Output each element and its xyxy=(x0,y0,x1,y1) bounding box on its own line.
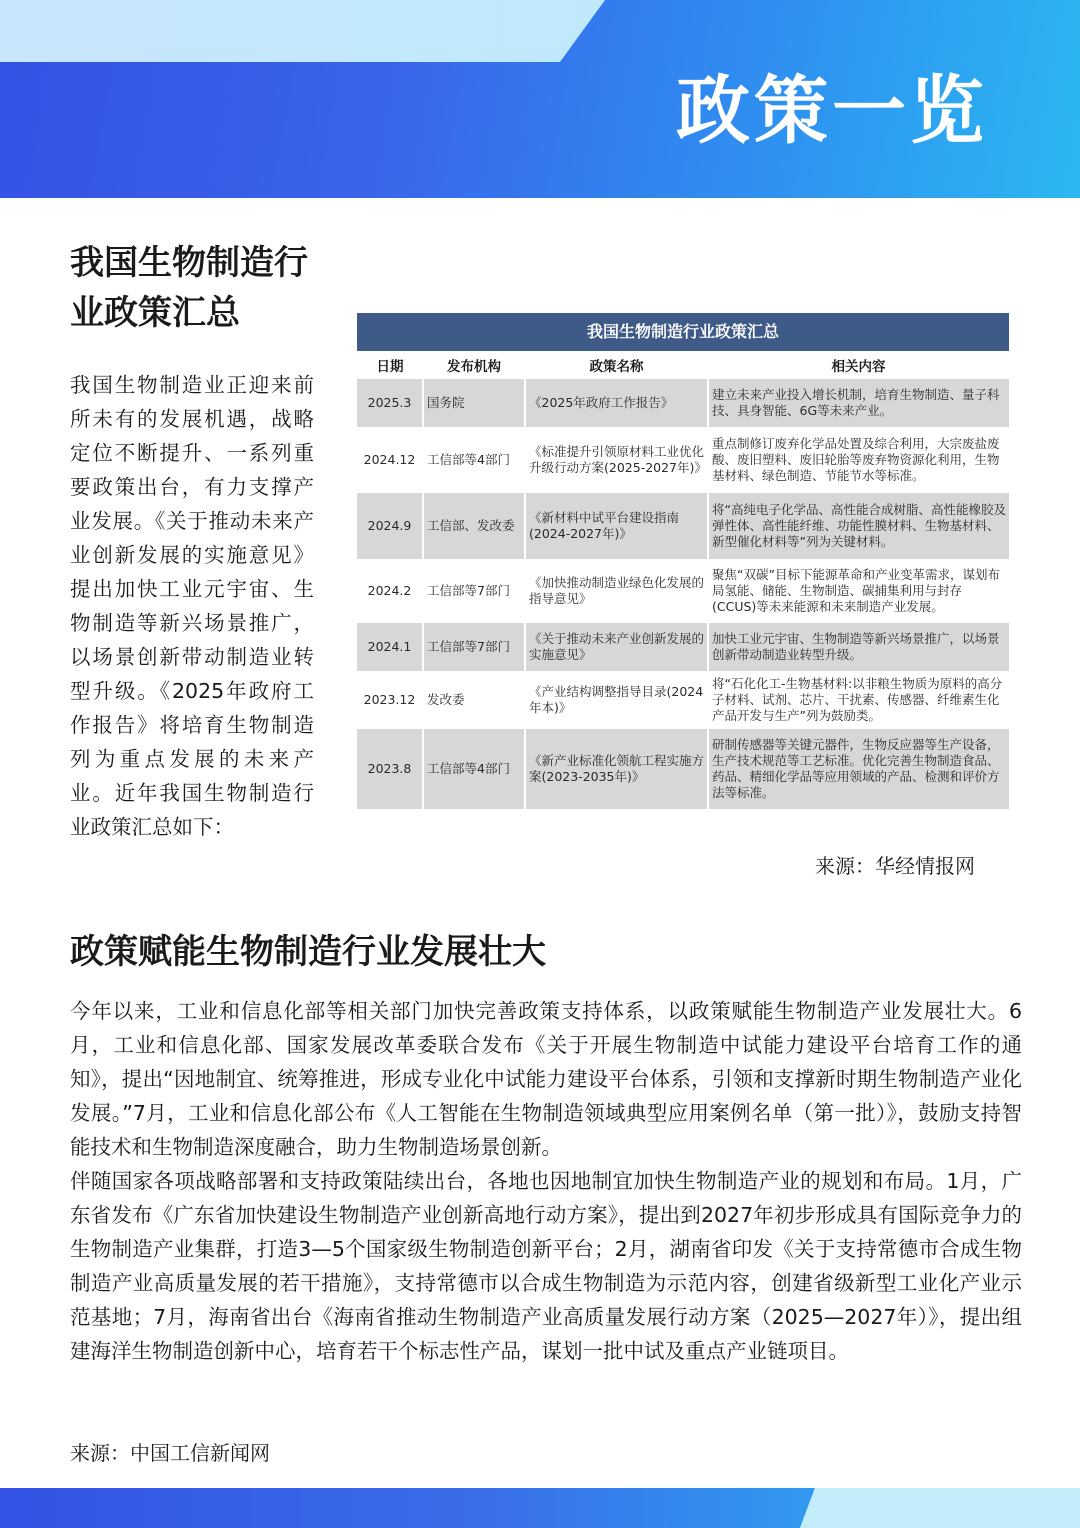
cell-issuer: 工信部等4部门 xyxy=(423,427,525,493)
cell-date: 2024.9 xyxy=(357,493,423,559)
cell-issuer: 发改委 xyxy=(423,671,525,729)
cell-issuer: 国务院 xyxy=(423,379,525,427)
header-issuer: 发布机构 xyxy=(423,351,525,379)
header-policy-name: 政策名称 xyxy=(525,351,708,379)
cell-issuer: 工信部等7部门 xyxy=(423,559,525,623)
header-banner xyxy=(0,0,1080,198)
cell-date: 2023.8 xyxy=(357,729,423,809)
cell-policy: 《加快推动制造业绿色化发展的指导意见》 xyxy=(525,559,708,623)
table-row xyxy=(357,559,1009,623)
cell-content: 将“石化化工-生物基材料:以非粮生物质为原料的高分子材料、试剂、芯片、干扰素、传感器、纤维素生化产品开发与生产”列为鼓励类。 xyxy=(708,671,1009,729)
cell-content: 加快工业元宇宙、生物制造等新兴场景推广，以场景创新带动制造业转型升级。 xyxy=(708,623,1009,671)
cell-issuer: 工信部、发改委 xyxy=(423,493,525,559)
cell-content: 研制传感器等关键元器件，生物反应器等生产设备，生产技术规范等工艺标准。优化完善生物制造食品、药品、精细化学品等应用领域的产品、检测和评价方法等标准。 xyxy=(708,729,1009,809)
table-row xyxy=(357,379,1009,427)
table-row xyxy=(357,671,1009,729)
cell-content: 建立未来产业投入增长机制，培育生物制造、量子科技、具身智能、6G等未来产业。 xyxy=(708,379,1009,427)
cell-policy: 《新产业标准化领航工程实施方案(2023-2035年)》 xyxy=(525,729,708,809)
cell-issuer: 工信部等4部门 xyxy=(423,729,525,809)
cell-date: 2024.1 xyxy=(357,623,423,671)
table-caption: 我国生物制造行业政策汇总 xyxy=(357,313,1009,351)
cell-policy: 《关于推动未来产业创新发展的实施意见》 xyxy=(525,623,708,671)
table-row xyxy=(357,493,1009,559)
table-header-row xyxy=(357,351,1009,379)
cell-policy: 《产业结构调整指导目录(2024年本)》 xyxy=(525,671,708,729)
header-content: 相关内容 xyxy=(708,351,1009,379)
section1-paragraph: 我国生物制造业正迎来前所未有的发展机遇，战略定位不断提升、一系列重要政策出台，有力支撑产业发展。《关于推动未来产业创新发展的实施意见》提出加快工业元宇宙、生物制造等新兴场景推广，以场景创新带动制造业转型升级。《2025年政府工作报告》将培育生物制造列为重点发展的未来产业。近年我国生物制造行业政策汇总如下： xyxy=(70,373,314,839)
cell-policy: 《新材料中试平台建设指南(2024-2027年)》 xyxy=(525,493,708,559)
policy-table xyxy=(357,313,1009,809)
header-date: 日期 xyxy=(357,351,423,379)
section1-title: 我国生物制造行业政策汇总 xyxy=(70,243,308,333)
section2-paragraph: 今年以来，工业和信息化部等相关部门加快完善政策支持体系，以政策赋能生物制造产业发展壮大。6月，工业和信息化部、国家发展改革委联合发布《关于开展生物制造中试能力建设平台培育工作的通知》，提出“因地制宜、统筹推进，形成专业化中试能力建设平台体系，引领和支撑新时期生物制造产业化发展。”7月，工业和信息化部公布《人工智能在生物制造领域典型应用案例名单（第一批）》，鼓励支持智能技术和生物制造深度融合，助力生物制造场景创新。 xyxy=(70,999,1022,1159)
cell-date: 2025.3 xyxy=(357,379,423,427)
cell-policy: 《标准提升引领原材料工业优化升级行动方案(2025-2027年)》 xyxy=(525,427,708,493)
cell-policy: 《2025年政府工作报告》 xyxy=(525,379,708,427)
footer-bar xyxy=(0,1488,1080,1528)
cell-content: 聚焦“双碳”目标下能源革命和产业变革需求，谋划布局氢能、储能、生物制造、碳捕集利用与封存(CCUS)等未来能源和未来制造产业发展。 xyxy=(708,559,1009,623)
table-row xyxy=(357,729,1009,809)
section2-paragraph: 伴随国家各项战略部署和支持政策陆续出台，各地也因地制宜加快生物制造产业的规划和布局。1月，广东省发布《广东省加快建设生物制造产业创新高地行动方案》，提出到2027年初步形成具有国际竞争力的生物制造产业集群，打造3—5个国家级生物制造创新平台；2月，湖南省印发《关于支持常德市合成生物制造产业高质量发展的若干措施》，支持常德市以合成生物制造为示范内容，创建省级新型工业化产业示范基地；7月，海南省出台《海南省推动生物制造产业高质量发展行动方案（2025—2027年）》，提出组建海洋生物制造创新中心，培育若干个标志性产品，谋划一批中试及重点产业链项目。 xyxy=(70,1169,1022,1363)
page-title: 政策一览 xyxy=(676,68,988,154)
cell-date: 2024.12 xyxy=(357,427,423,493)
cell-content: 将“高纯电子化学品、高性能合成树脂、高性能橡胶及弹性体、高性能纤维、功能性膜材料、生物基材料、新型催化材料等”列为关键材料。 xyxy=(708,493,1009,559)
table-source: 来源：华经情报网 xyxy=(815,854,975,878)
table-row xyxy=(357,427,1009,493)
cell-date: 2023.12 xyxy=(357,671,423,729)
cell-issuer: 工信部等7部门 xyxy=(423,623,525,671)
table-row xyxy=(357,623,1009,671)
article-source: 来源：中国工信新闻网 xyxy=(70,1441,270,1465)
section2-body xyxy=(70,994,1022,1368)
cell-content: 重点制修订废弃化学品处置及综合利用，大宗废盐废酸、废旧塑料、废旧轮胎等废弃物资源化利用，生物基材料、绿色制造、节能节水等标准。 xyxy=(708,427,1009,493)
cell-date: 2024.2 xyxy=(357,559,423,623)
section2-title: 政策赋能生物制造行业发展壮大 xyxy=(70,932,546,972)
